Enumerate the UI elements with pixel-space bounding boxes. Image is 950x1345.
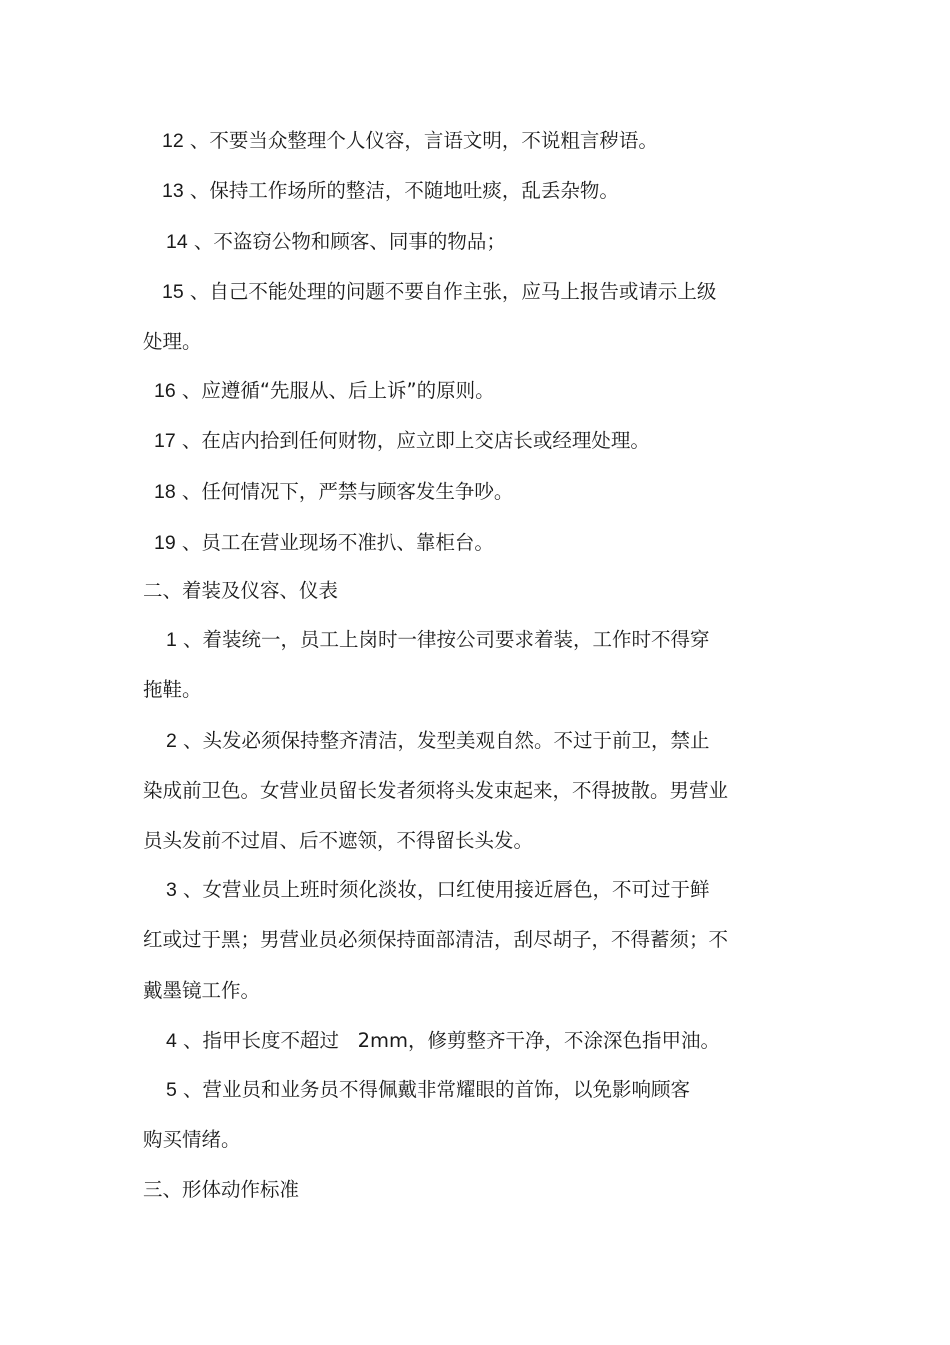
dress-rule-2-continuation xyxy=(143,776,793,806)
rule-number: 3 xyxy=(166,879,177,901)
rule-text: 、保持工作场所的整洁，不随地吐痰，乱丢杂物。 xyxy=(183,179,619,202)
rule-text: 戴墨镜工作。 xyxy=(143,979,261,1002)
section-heading-2 xyxy=(143,576,793,606)
rule-14 xyxy=(166,227,816,257)
rule-number: 2 xyxy=(166,730,177,752)
rule-15 xyxy=(162,277,812,307)
rule-number: 17 xyxy=(154,430,176,452)
dress-rule-1 xyxy=(166,625,816,655)
rule-number: 19 xyxy=(154,532,176,554)
rule-number: 4 xyxy=(166,1030,177,1052)
rule-text: 、员工在营业现场不准扒、靠柜台。 xyxy=(175,531,494,554)
rule-text: 、在店内拾到任何财物，应立即上交店长或经理处理。 xyxy=(175,429,650,452)
rule-text: 处理。 xyxy=(143,330,202,353)
rule-number: 14 xyxy=(166,231,188,253)
rule-number: 12 xyxy=(162,130,184,152)
rule-text: 、头发必须保持整齐清洁，发型美观自然。不过于前卫，禁止 xyxy=(176,729,710,752)
dress-rule-2 xyxy=(166,726,816,756)
dress-rule-2-continuation xyxy=(143,826,793,856)
rule-19 xyxy=(154,528,804,558)
rule-text: 染成前卫色。女营业员留长发者须将头发束起来，不得披散。男营业 xyxy=(143,779,729,802)
rule-18 xyxy=(154,477,804,507)
rule-17 xyxy=(154,426,804,456)
rule-number: 18 xyxy=(154,481,176,503)
rule-13 xyxy=(162,176,812,206)
rule-text: 购买情绪。 xyxy=(143,1128,241,1151)
rule-text: 红或过于黑；男营业员必须保持面部清洁，刮尽胡子，不得蓄须；不 xyxy=(143,928,729,951)
rule-text: 拖鞋。 xyxy=(143,678,202,701)
dress-rule-5 xyxy=(166,1075,816,1105)
rule-15-continuation xyxy=(143,327,793,357)
dress-rule-3-continuation xyxy=(143,976,793,1006)
section-heading-text: 三、形体动作标准 xyxy=(143,1178,300,1201)
rule-number: 15 xyxy=(162,281,184,303)
section-heading-text: 二、着装及仪容、仪表 xyxy=(143,579,339,602)
rule-16 xyxy=(154,376,804,406)
dress-rule-4 xyxy=(166,1026,816,1056)
rule-number: 1 xyxy=(166,629,177,651)
rule-text: 、营业员和业务员不得佩戴非常耀眼的首饰，以免影响顾客 xyxy=(176,1078,691,1101)
section-heading-3 xyxy=(143,1175,793,1205)
dress-rule-5-continuation xyxy=(143,1125,793,1155)
rule-text: 员头发前不过眉、后不遮领，不得留长头发。 xyxy=(143,829,534,852)
rule-number: 16 xyxy=(154,380,176,402)
rule-12 xyxy=(162,126,812,156)
rule-text: 、女营业员上班时须化淡妆，口红使用接近唇色，不可过于鲜 xyxy=(176,878,710,901)
rule-number: 5 xyxy=(166,1079,177,1101)
rule-number: 13 xyxy=(162,180,184,202)
dress-rule-1-continuation xyxy=(143,675,793,705)
rule-text: 、自己不能处理的问题不要自作主张，应马上报告或请示上级 xyxy=(183,280,717,303)
rule-text: 、着装统一，员工上岗时一律按公司要求着装，工作时不得穿 xyxy=(176,628,710,651)
rule-text: 、任何情况下，严禁与顾客发生争吵。 xyxy=(175,480,514,503)
rule-text: 、不要当众整理个人仪容，言语文明，不说粗言秽语。 xyxy=(183,129,658,152)
rule-text: 、不盗窃公物和顾客、同事的物品； xyxy=(187,230,506,253)
dress-rule-3-continuation xyxy=(143,925,793,955)
rule-text: 、指甲长度不超过 2mm，修剪整齐干净，不涂深色指甲油。 xyxy=(176,1029,721,1052)
rule-text: 、应遵循“先服从、后上诉”的原则。 xyxy=(175,379,495,402)
dress-rule-3 xyxy=(166,875,816,905)
